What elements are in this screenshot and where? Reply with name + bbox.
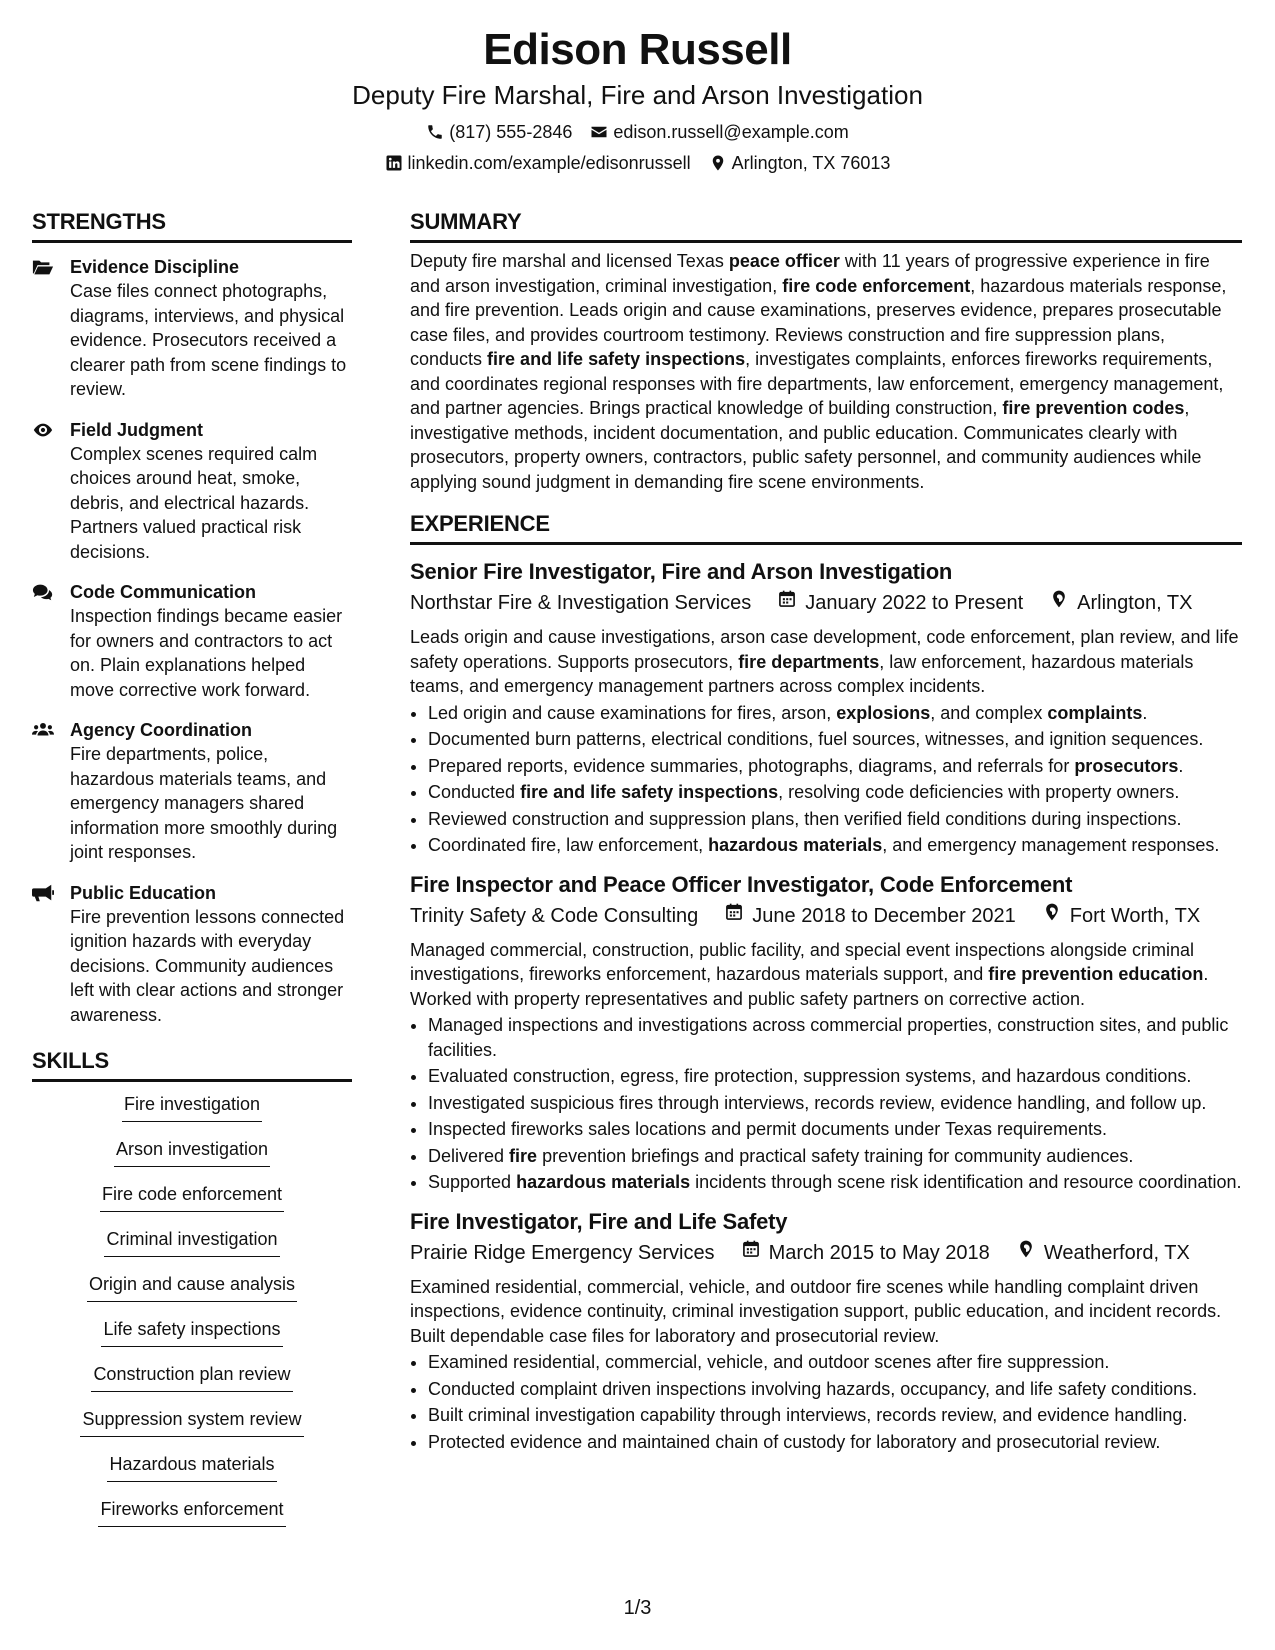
job-bullet: • Built criminal investigation capability through interviews, records review, and evidence handling. [428, 1403, 1242, 1428]
strength-item [32, 881, 352, 1028]
job-company: Trinity Safety & Code Consulting [410, 904, 699, 927]
job-dates: January 2022 to Present [805, 592, 1024, 614]
linkedin-text[interactable]: linkedin.com/example/edisonrussell [407, 153, 691, 173]
job-bullets [410, 701, 1242, 858]
left-column [32, 208, 352, 1542]
experience-list [410, 557, 1242, 1454]
map-pin-icon [1049, 589, 1069, 617]
job-bullet: • Documented burn patterns, electrical conditions, fuel sources, witnesses, and ignition sequences. [428, 727, 1242, 752]
strength-desc: Inspection findings became easier for owners and contractors to act on. Plain explanations helped move corrective work forward. [70, 606, 343, 700]
job-bullet: • Supported hazardous materials incidents through scene risk identification and resource coordination. [428, 1170, 1242, 1195]
email-contact [590, 120, 848, 144]
strength-title: Code Communication [70, 582, 257, 602]
job-company: Northstar Fire & Investigation Services [410, 592, 752, 614]
skills-list [32, 1092, 352, 1542]
phone-contact [426, 120, 572, 144]
phone-text[interactable]: (817) 555-2846 [449, 122, 573, 142]
phone-icon [426, 123, 444, 141]
job-entry [410, 870, 1242, 1195]
job-bullet: • Investigated suspicious fires through interviews, records review, evidence handling, and follow up. [428, 1091, 1242, 1116]
strength-desc: Fire prevention lessons connected ignition hazards with everyday decisions. Community audiences left with clear actions and stronger awareness. [70, 906, 345, 1025]
skill-item: Fireworks enforcement [98, 1497, 285, 1527]
strength-item [32, 418, 352, 565]
strength-title: Field Judgment [70, 419, 204, 440]
job-bullet: • Examined residential, commercial, vehicle, and outdoor scenes after fire suppression. [428, 1350, 1242, 1375]
linkedin-icon [385, 154, 403, 172]
skill-item: Origin and cause analysis [87, 1272, 297, 1302]
contact-row-1 [0, 120, 1275, 144]
skill-item: Life safety inspections [101, 1317, 282, 1347]
calendar-icon [741, 1239, 761, 1267]
eye-icon [32, 418, 70, 565]
skills-heading: SKILLS [32, 1047, 352, 1082]
job-meta [410, 589, 1242, 617]
skill-item: Construction plan review [91, 1362, 292, 1392]
job-title: Fire Inspector and Peace Officer Investigator, Code Enforcement [410, 871, 1073, 897]
right-column [410, 208, 1242, 1456]
job-bullet: • Managed inspections and investigations across commercial properties, construction sites, and public facilities. [428, 1013, 1242, 1062]
location-text: Arlington, TX 76013 [731, 153, 891, 173]
job-location: Weatherford, TX [1043, 1241, 1190, 1264]
job-title: Senior Fire Investigator, Fire and Arson Investigation [410, 559, 953, 584]
job-bullet: • Protected evidence and maintained chain of custody for laboratory and prosecutorial review. [428, 1430, 1242, 1455]
strength-item [32, 580, 352, 702]
job-dates: June 2018 to December 2021 [752, 904, 1016, 927]
skill-item: Suppression system review [80, 1407, 303, 1437]
linkedin-contact [385, 151, 691, 175]
experience-heading: EXPERIENCE [410, 510, 1242, 545]
page-number: 1/3 [623, 1597, 652, 1619]
job-meta [410, 1239, 1242, 1267]
job-bullet: • Conducted fire and life safety inspections, resolving code deficiencies with property owners. [428, 780, 1242, 805]
users-icon [32, 718, 70, 865]
candidate-name: Edison Russell [483, 25, 792, 74]
strength-desc: Fire departments, police, hazardous materials teams, and emergency managers shared information more smoothly during joint responses. [70, 744, 338, 862]
skill-item: Fire investigation [122, 1092, 262, 1122]
email-text[interactable]: edison.russell@example.com [613, 122, 849, 142]
bullhorn-icon [32, 881, 70, 1028]
envelope-icon [590, 123, 608, 141]
summary-text: Deputy fire marshal and licensed Texas peace officer with 11 years of progressive experience in fire and arson investigation, criminal investigation, fire code enforcement, hazardous materials response, and fire prevention. Leads origin and cause examinations, preserves evidence, prepares prosecutable case files, and provides courtroom testimony. Reviews construction and fire suppression plans, conducts fire and life safety inspections, investigates complaints, enforces fireworks requirements, and coordinates regional responses with fire departments, law enforcement, emergency management, and partner agencies. Brings practical knowledge of building construction, fire prevention codes, investigative methods, incident documentation, and public education. Communicates clearly with prosecutors, property owners, contractors, public safety personnel, and community audiences while applying sound judgment in demanding fire scene environments. [410, 251, 1227, 492]
job-bullet: • Led origin and cause examinations for fires, arson, explosions, and complex complaints. [428, 701, 1242, 726]
job-bullet: • Coordinated fire, law enforcement, hazardous materials, and emergency management responses. [428, 833, 1242, 858]
skill-item: Criminal investigation [104, 1227, 279, 1257]
strength-title: Public Education [70, 882, 217, 903]
strength-desc: Complex scenes required calm choices around heat, smoke, debris, and electrical hazards. Partners valued practical risk decisions. [70, 443, 318, 562]
job-bullet: • Delivered fire prevention briefings and practical safety training for community audiences. [428, 1144, 1242, 1169]
job-entry [410, 557, 1242, 858]
summary-heading: SUMMARY [410, 208, 1242, 243]
calendar-icon [724, 902, 744, 930]
job-bullet: • Prepared reports, evidence summaries, photographs, diagrams, and referrals for prosecutors. [428, 754, 1242, 779]
strength-title: Agency Coordination [70, 720, 253, 740]
job-bullets [410, 1350, 1242, 1454]
job-bullet: • Conducted complaint driven inspections involving hazards, occupancy, and life safety conditions. [428, 1377, 1242, 1402]
resume-header [0, 22, 1275, 175]
folder-open-icon [32, 255, 70, 402]
job-location: Fort Worth, TX [1069, 904, 1201, 927]
job-company: Prairie Ridge Emergency Services [410, 1241, 715, 1264]
strengths-list [32, 255, 352, 1027]
job-bullet: • Inspected fireworks sales locations and permit documents under Texas requirements. [428, 1117, 1242, 1142]
skill-item: Arson investigation [114, 1137, 270, 1167]
job-description: Managed commercial, construction, public facility, and special event inspections alongside criminal investigations, fireworks enforcement, hazardous materials support, and fire prevention education. Worked with property representatives and public safety partners on corrective action. [410, 939, 1209, 1009]
job-bullet: • Reviewed construction and suppression plans, then verified field conditions during inspections. [428, 807, 1242, 832]
map-pin-icon [1042, 902, 1062, 930]
job-dates: March 2015 to May 2018 [768, 1241, 990, 1264]
comments-icon [32, 580, 70, 702]
strength-item [32, 255, 352, 402]
calendar-icon [777, 589, 797, 617]
job-location: Arlington, TX [1077, 592, 1193, 614]
job-meta [410, 902, 1242, 930]
skill-item: Fire code enforcement [100, 1182, 284, 1212]
job-bullets [410, 1013, 1242, 1195]
strength-item [32, 718, 352, 865]
map-pin-icon [1016, 1239, 1036, 1267]
job-description: Examined residential, commercial, vehicle, and outdoor fire scenes while handling complaint driven inspections, evidence continuity, criminal investigation support, public education, and incident records. Built dependable case files for laboratory and prosecutorial review. [410, 1276, 1222, 1346]
location-contact [709, 151, 891, 175]
job-description: Leads origin and cause investigations, arson case development, code enforcement, plan review, and life safety operations. Supports prosecutors, fire departments, law enforcement, hazardous materials teams, and emergency management partners across complex incidents. [410, 627, 1239, 696]
job-entry [410, 1207, 1242, 1455]
skill-item: Hazardous materials [107, 1452, 276, 1482]
job-bullet: • Evaluated construction, egress, fire protection, suppression systems, and hazardous conditions. [428, 1064, 1242, 1089]
strength-desc: Case files connect photographs, diagrams, interviews, and physical evidence. Prosecutors received a clearer path from scene findings to review. [70, 281, 347, 399]
strengths-heading: STRENGTHS [32, 208, 352, 243]
map-pin-icon [709, 154, 727, 172]
contact-row-2 [0, 151, 1275, 175]
candidate-title: Deputy Fire Marshal, Fire and Arson Investigation [352, 80, 923, 110]
job-title: Fire Investigator, Fire and Life Safety [410, 1208, 788, 1234]
strength-title: Evidence Discipline [70, 257, 240, 277]
